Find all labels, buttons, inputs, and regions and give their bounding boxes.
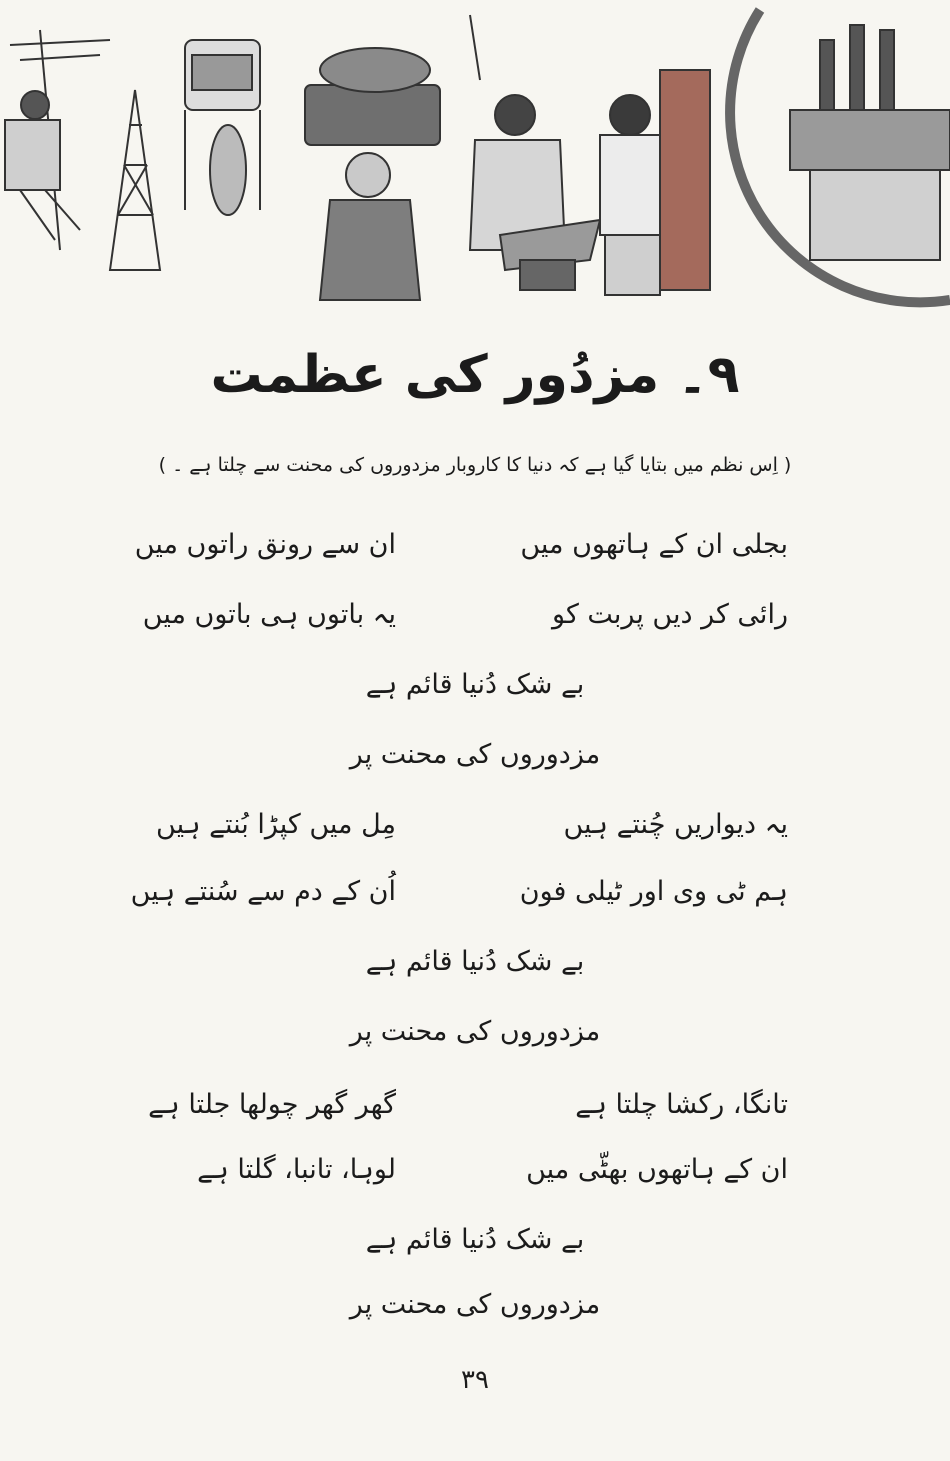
stanza-2-line-2-right: ہم ٹی وی اور ٹیلی فون — [519, 876, 788, 907]
stanza-1-line-2-right: رائی کر دیں پربت کو — [552, 599, 788, 630]
stanza-3-line-2-left: لوہا، تانبا، گلتا ہے — [197, 1154, 396, 1185]
page-title: ۹۔ مزدُور کی عظمت — [210, 345, 740, 405]
stanza-2-line-1-right: یہ دیواریں چُنتے ہیں — [563, 809, 788, 840]
stanza-3-line-1-right: تانگا، رکشا چلتا ہے — [575, 1089, 788, 1120]
tonga-icon — [185, 40, 260, 215]
factory-gear-icon — [730, 10, 950, 302]
tower-icon — [110, 90, 160, 270]
stanza-3-refrain-1: بے شک دُنیا قائم ہے — [365, 1224, 585, 1255]
stanza-1-refrain-2: مزدوروں کی محنت پر — [349, 739, 601, 770]
stanza-3-line-1-left: گھر گھر چولھا جلتا ہے — [148, 1089, 396, 1120]
stanza-2-line-2-left: اُن کے دم سے سُنتے ہیں — [130, 876, 396, 907]
porter-icon — [305, 48, 440, 300]
stanza-2-refrain-2: مزدوروں کی محنت پر — [349, 1016, 601, 1047]
stanza-3-refrain-2: مزدوروں کی محنت پر — [349, 1289, 601, 1320]
page-number: ۳۹ — [461, 1365, 489, 1395]
mason-icon — [600, 70, 710, 295]
blacksmith-icon — [470, 15, 600, 290]
stanza-3-line-2-right: ان کے ہاتھوں بھٹّی میں — [526, 1154, 788, 1185]
stanza-1-refrain-1: بے شک دُنیا قائم ہے — [365, 669, 585, 700]
stanza-2-line-1-left: مِل میں کپڑا بُنتے ہیں — [156, 809, 396, 840]
stanza-1-line-2-left: یہ باتوں ہی باتوں میں — [142, 599, 396, 630]
workers-illustration — [0, 0, 950, 310]
poem-subtitle: ( اِس نظم میں بتایا گیا ہے کہ دنیا کا کاروبار مزدوروں کی محنت سے چلتا ہے ۔ ) — [158, 454, 792, 476]
stanza-1-line-1-right: بجلی ان کے ہاتھوں میں — [520, 529, 788, 560]
stanza-1-line-1-left: ان سے رونق راتوں میں — [134, 529, 396, 560]
electric-pole-icon — [5, 30, 110, 250]
stanza-2-refrain-1: بے شک دُنیا قائم ہے — [365, 946, 585, 977]
